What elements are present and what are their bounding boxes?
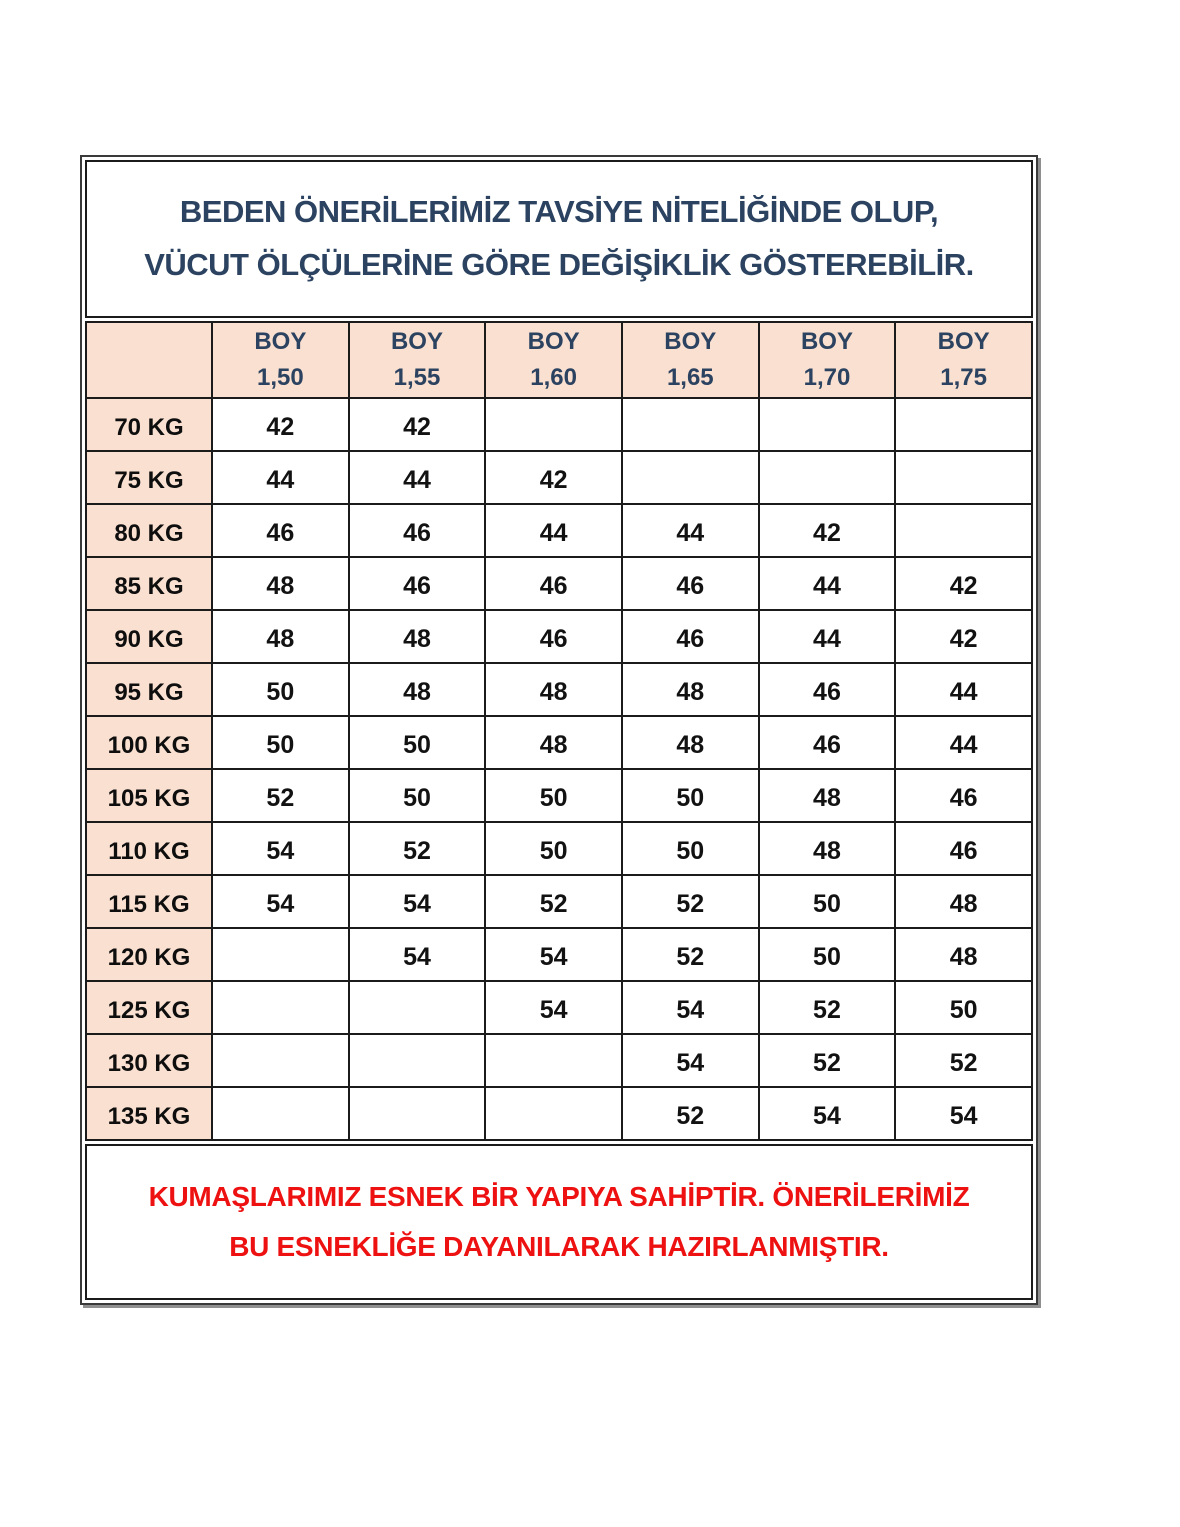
size-cell — [349, 1034, 486, 1087]
row-label: 120 KG — [86, 928, 212, 981]
size-cell: 48 — [485, 663, 622, 716]
chart-title — [85, 160, 1033, 318]
table-row — [86, 928, 1032, 981]
size-cell: 50 — [485, 769, 622, 822]
size-cell: 52 — [759, 1034, 896, 1087]
footer-note-line2: BU ESNEKLİĞE DAYANILARAK HAZIRLANMIŞTIR. — [229, 1231, 889, 1262]
table-row — [86, 610, 1032, 663]
size-cell: 54 — [485, 928, 622, 981]
header-row — [86, 322, 1032, 398]
size-cell — [212, 981, 349, 1034]
footer-note-line1: KUMAŞLARIMIZ ESNEK BİR YAPIYA SAHİPTİR. ÖNERİLERİMİZ — [148, 1180, 970, 1212]
footer-note — [85, 1144, 1033, 1300]
table-row — [86, 451, 1032, 504]
row-label: 115 KG — [86, 875, 212, 928]
size-cell: 46 — [759, 716, 896, 769]
size-cell — [349, 981, 486, 1034]
size-cell — [895, 398, 1032, 451]
size-table — [85, 321, 1033, 1141]
col-header-boy-170 — [759, 322, 896, 398]
col-header-boy-155 — [349, 322, 486, 398]
size-cell: 44 — [759, 610, 896, 663]
size-cell — [485, 1034, 622, 1087]
size-cell: 42 — [485, 451, 622, 504]
col-header-value: 1,55 — [393, 364, 441, 391]
col-header-boy-165 — [622, 322, 759, 398]
table-row — [86, 1087, 1032, 1140]
col-header-label: BOY — [254, 328, 307, 355]
col-header-value: 1,70 — [803, 364, 851, 391]
size-cell: 48 — [895, 928, 1032, 981]
size-cell: 54 — [622, 1034, 759, 1087]
size-cell: 54 — [485, 981, 622, 1034]
size-cell: 42 — [895, 557, 1032, 610]
size-cell: 48 — [895, 875, 1032, 928]
size-cell — [212, 928, 349, 981]
size-cell: 48 — [622, 716, 759, 769]
col-header-boy-160 — [485, 322, 622, 398]
size-cell: 54 — [212, 875, 349, 928]
col-header-label: BOY — [527, 328, 580, 355]
size-cell: 54 — [349, 875, 486, 928]
size-cell: 48 — [759, 822, 896, 875]
row-label: 105 KG — [86, 769, 212, 822]
size-cell: 52 — [895, 1034, 1032, 1087]
col-header-value: 1,65 — [666, 364, 714, 391]
size-cell — [212, 1034, 349, 1087]
size-cell: 50 — [759, 875, 896, 928]
size-cell: 52 — [622, 928, 759, 981]
table-row — [86, 822, 1032, 875]
size-cell: 50 — [485, 822, 622, 875]
size-cell: 50 — [349, 716, 486, 769]
size-cell: 54 — [759, 1087, 896, 1140]
size-cell: 44 — [349, 451, 486, 504]
table-row — [86, 504, 1032, 557]
col-header-value: 1,60 — [530, 364, 577, 391]
row-label: 100 KG — [86, 716, 212, 769]
chart-title-line1: BEDEN ÖNERİLERİMİZ TAVSİYE NİTELİĞİNDE OLUP, — [179, 194, 939, 230]
row-label: 110 KG — [86, 822, 212, 875]
size-cell: 42 — [212, 398, 349, 451]
col-header-boy-150 — [212, 322, 349, 398]
size-cell — [622, 451, 759, 504]
size-cell: 48 — [212, 557, 349, 610]
size-cell: 46 — [759, 663, 896, 716]
size-cell: 52 — [622, 875, 759, 928]
col-header-label: BOY — [390, 328, 443, 355]
size-cell — [895, 451, 1032, 504]
size-cell: 44 — [622, 504, 759, 557]
size-cell: 42 — [349, 398, 486, 451]
size-cell: 48 — [349, 610, 486, 663]
size-chart-frame — [80, 155, 1038, 1305]
size-cell — [759, 451, 896, 504]
chart-title-line2: VÜCUT ÖLÇÜLERİNE GÖRE DEĞİŞİKLİK GÖSTEREBİLİR. — [144, 247, 974, 282]
row-label: 70 KG — [86, 398, 212, 451]
row-label: 80 KG — [86, 504, 212, 557]
size-cell: 46 — [349, 504, 486, 557]
size-cell: 52 — [485, 875, 622, 928]
row-label: 130 KG — [86, 1034, 212, 1087]
size-cell: 54 — [895, 1087, 1032, 1140]
table-row — [86, 769, 1032, 822]
size-cell — [485, 1087, 622, 1140]
size-cell: 44 — [895, 663, 1032, 716]
size-cell: 46 — [212, 504, 349, 557]
size-cell: 42 — [895, 610, 1032, 663]
size-cell: 52 — [759, 981, 896, 1034]
size-cell: 48 — [485, 716, 622, 769]
size-cell: 48 — [759, 769, 896, 822]
size-cell: 46 — [895, 822, 1032, 875]
size-cell: 54 — [349, 928, 486, 981]
table-row — [86, 557, 1032, 610]
size-cell: 46 — [349, 557, 486, 610]
size-cell: 50 — [622, 822, 759, 875]
table-row — [86, 875, 1032, 928]
table-row — [86, 398, 1032, 451]
size-cell: 54 — [622, 981, 759, 1034]
size-cell — [212, 1087, 349, 1140]
col-header-boy-175 — [895, 322, 1032, 398]
size-cell: 50 — [212, 716, 349, 769]
size-cell — [349, 1087, 486, 1140]
size-cell: 50 — [622, 769, 759, 822]
table-row — [86, 716, 1032, 769]
size-cell: 48 — [622, 663, 759, 716]
col-header-value: 1,75 — [940, 364, 987, 391]
corner-cell — [86, 322, 212, 398]
size-cell: 42 — [759, 504, 896, 557]
size-cell — [895, 504, 1032, 557]
size-cell: 46 — [895, 769, 1032, 822]
size-cell: 44 — [485, 504, 622, 557]
size-cell: 50 — [212, 663, 349, 716]
size-cell: 44 — [212, 451, 349, 504]
size-cell: 52 — [622, 1087, 759, 1140]
row-label: 75 KG — [86, 451, 212, 504]
size-cell: 48 — [349, 663, 486, 716]
size-cell: 54 — [212, 822, 349, 875]
size-cell: 52 — [349, 822, 486, 875]
size-cell: 50 — [349, 769, 486, 822]
col-header-value: 1,50 — [256, 364, 304, 391]
row-label: 125 KG — [86, 981, 212, 1034]
col-header-label: BOY — [664, 328, 717, 355]
size-cell — [759, 398, 896, 451]
row-label: 85 KG — [86, 557, 212, 610]
size-cell: 46 — [485, 610, 622, 663]
size-cell: 44 — [759, 557, 896, 610]
row-label: 90 KG — [86, 610, 212, 663]
row-label: 135 KG — [86, 1087, 212, 1140]
size-cell: 50 — [895, 981, 1032, 1034]
table-row — [86, 1034, 1032, 1087]
table-row — [86, 663, 1032, 716]
size-cell: 50 — [759, 928, 896, 981]
size-cell: 48 — [212, 610, 349, 663]
col-header-label: BOY — [937, 328, 990, 355]
size-cell: 44 — [895, 716, 1032, 769]
size-cell: 46 — [622, 557, 759, 610]
size-cell — [622, 398, 759, 451]
row-label: 95 KG — [86, 663, 212, 716]
table-row — [86, 981, 1032, 1034]
size-cell — [485, 398, 622, 451]
size-cell: 52 — [212, 769, 349, 822]
size-cell: 46 — [485, 557, 622, 610]
col-header-label: BOY — [800, 328, 853, 355]
size-cell: 46 — [622, 610, 759, 663]
